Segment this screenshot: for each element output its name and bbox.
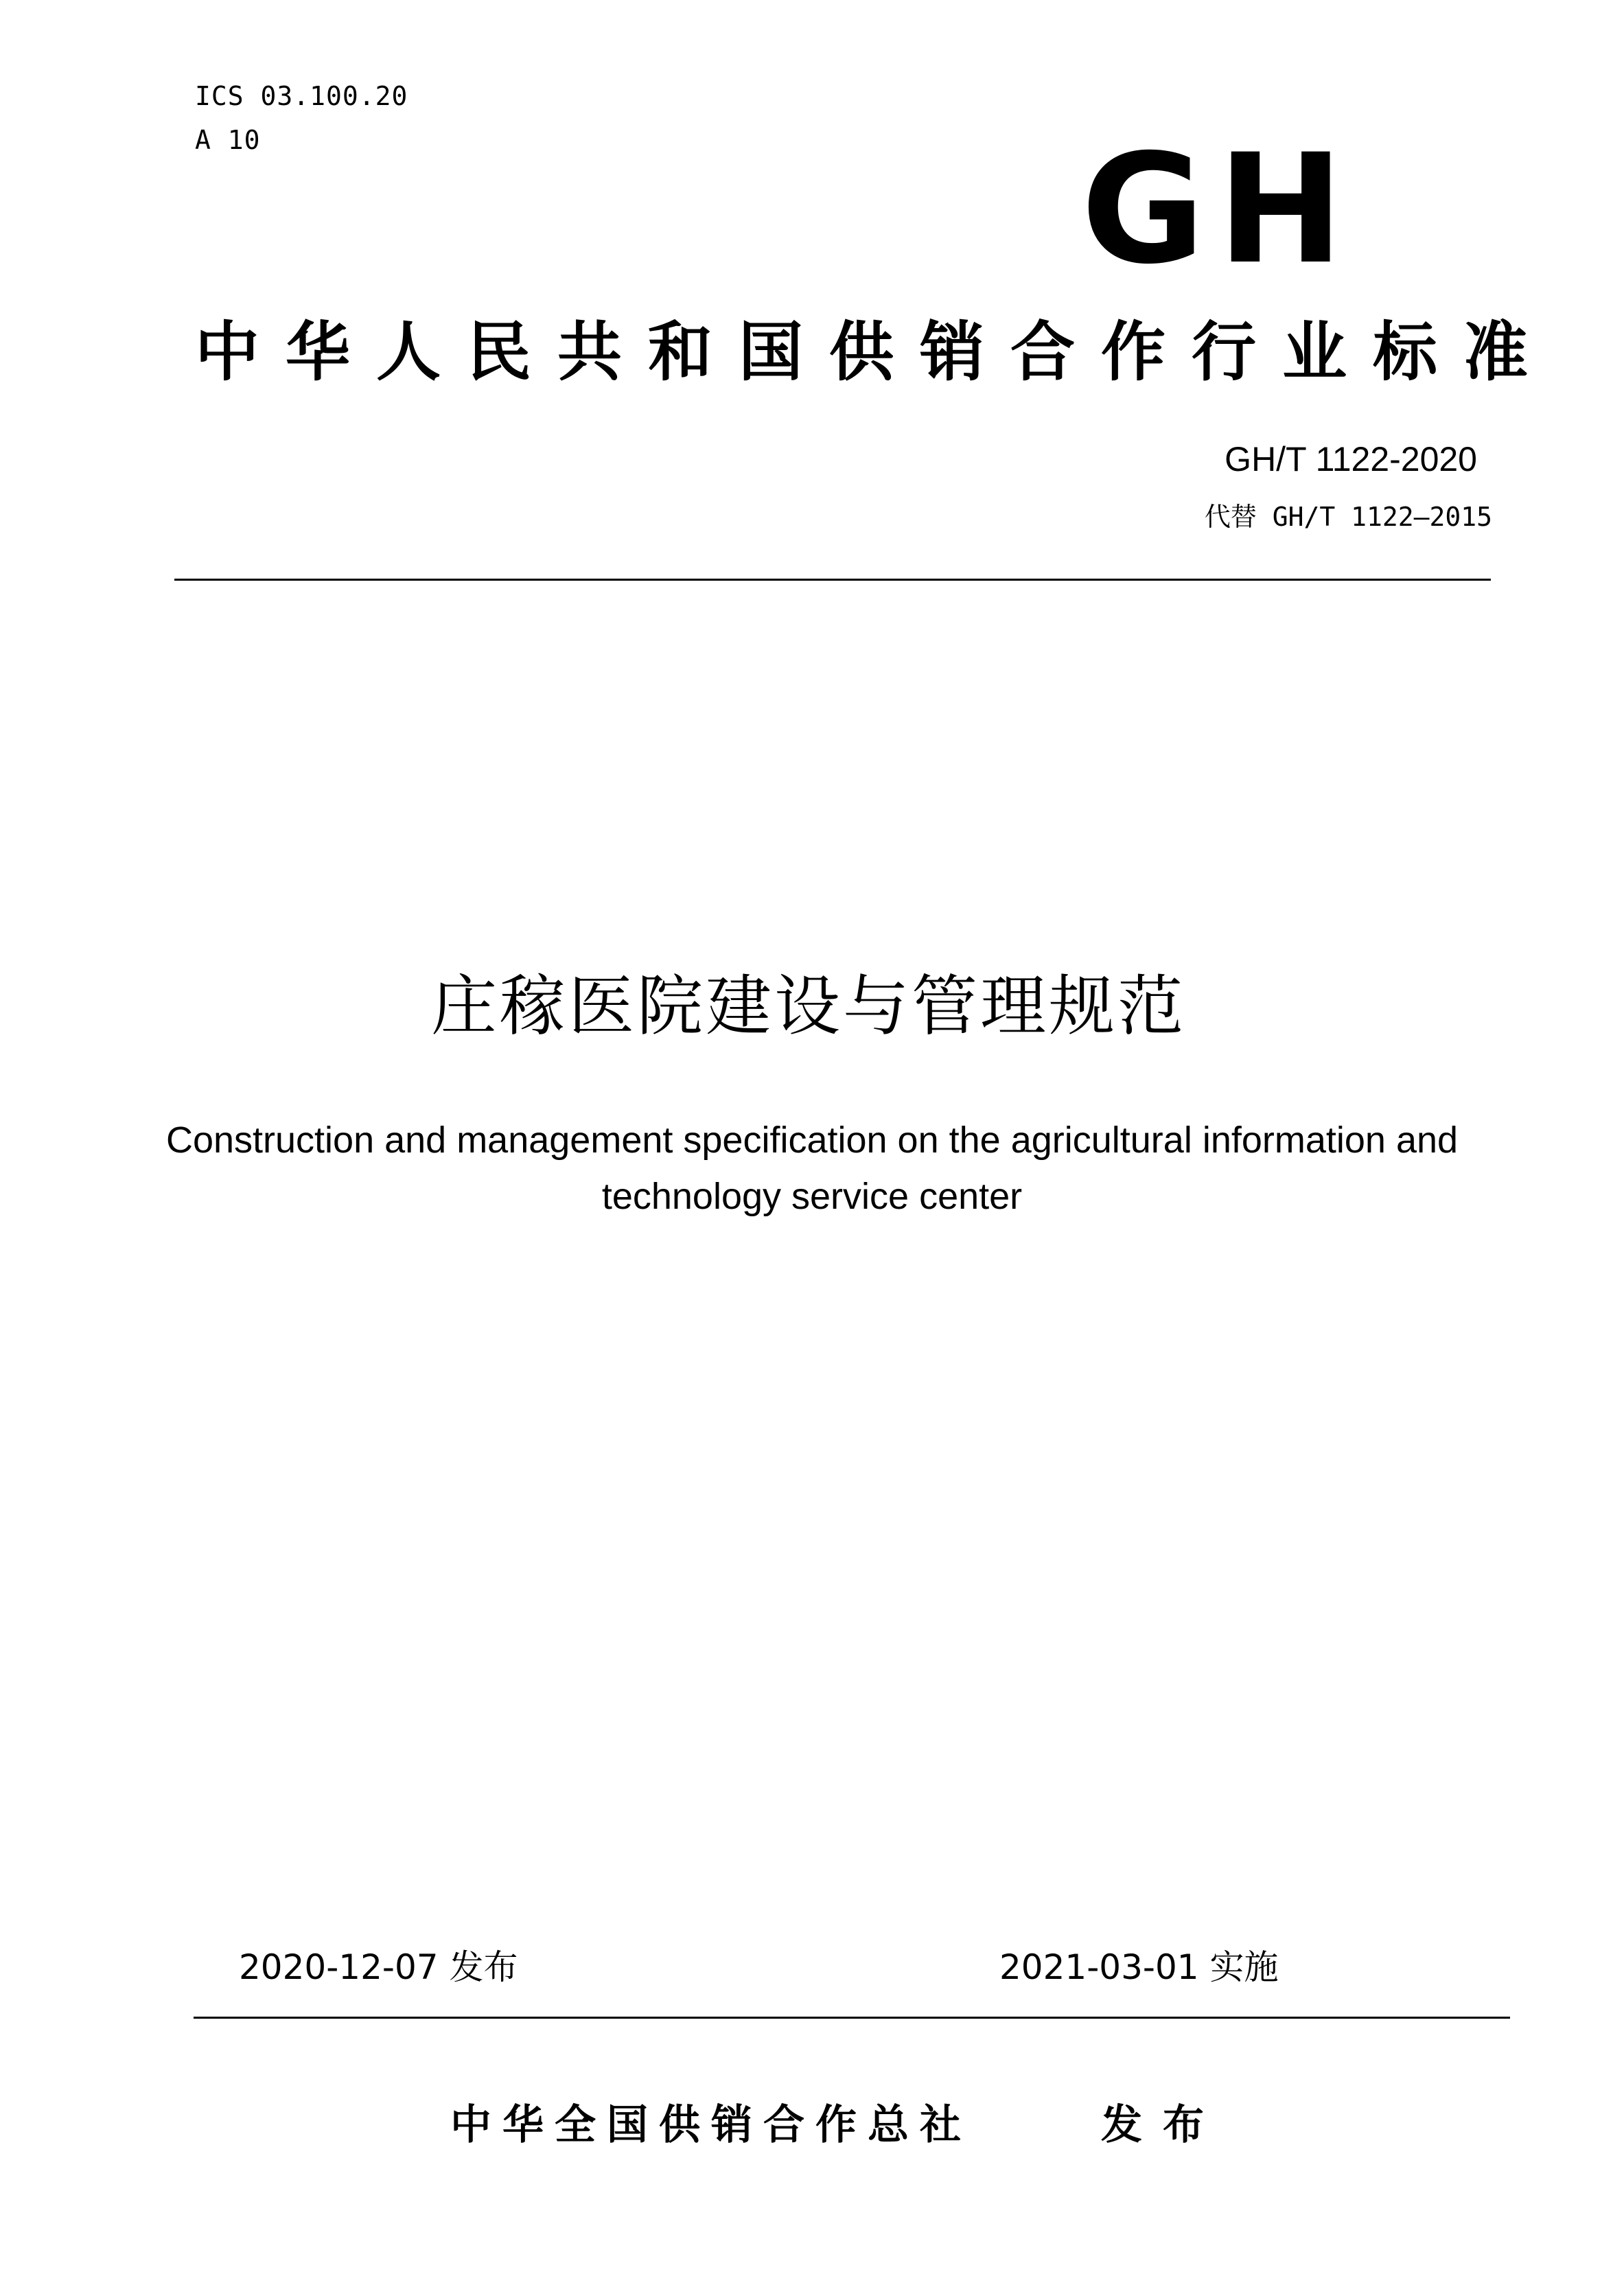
ics-code: ICS 03.100.20	[195, 81, 408, 111]
publisher-name: 中华全国供销合作总社	[450, 2101, 972, 2149]
document-title-en-line1: Construction and management specification on the agricultural information and	[165, 1120, 1459, 1161]
bottom-divider	[194, 2017, 1510, 2019]
top-divider	[174, 579, 1491, 581]
standard-category-title: 中华人民共和国供销合作行业标准	[195, 315, 1555, 390]
publication-date: 2020-12-07 发布	[239, 1947, 518, 1987]
classification-code: A 10	[195, 125, 261, 155]
document-title-en	[0, 1112, 1624, 1225]
replaces-standard: 代替 GH/T 1122—2015	[1204, 502, 1492, 532]
implementation-date: 2021-03-01 实施	[999, 1947, 1279, 1987]
gh-logo: GH	[1081, 121, 1356, 297]
document-title-en-line2: technology service center	[601, 1176, 1023, 1217]
standard-number: GH/T 1122-2020	[1225, 440, 1477, 478]
document-title-zh: 庄稼医院建设与管理规范	[431, 968, 1186, 1045]
publish-label: 发布	[1101, 2101, 1225, 2149]
